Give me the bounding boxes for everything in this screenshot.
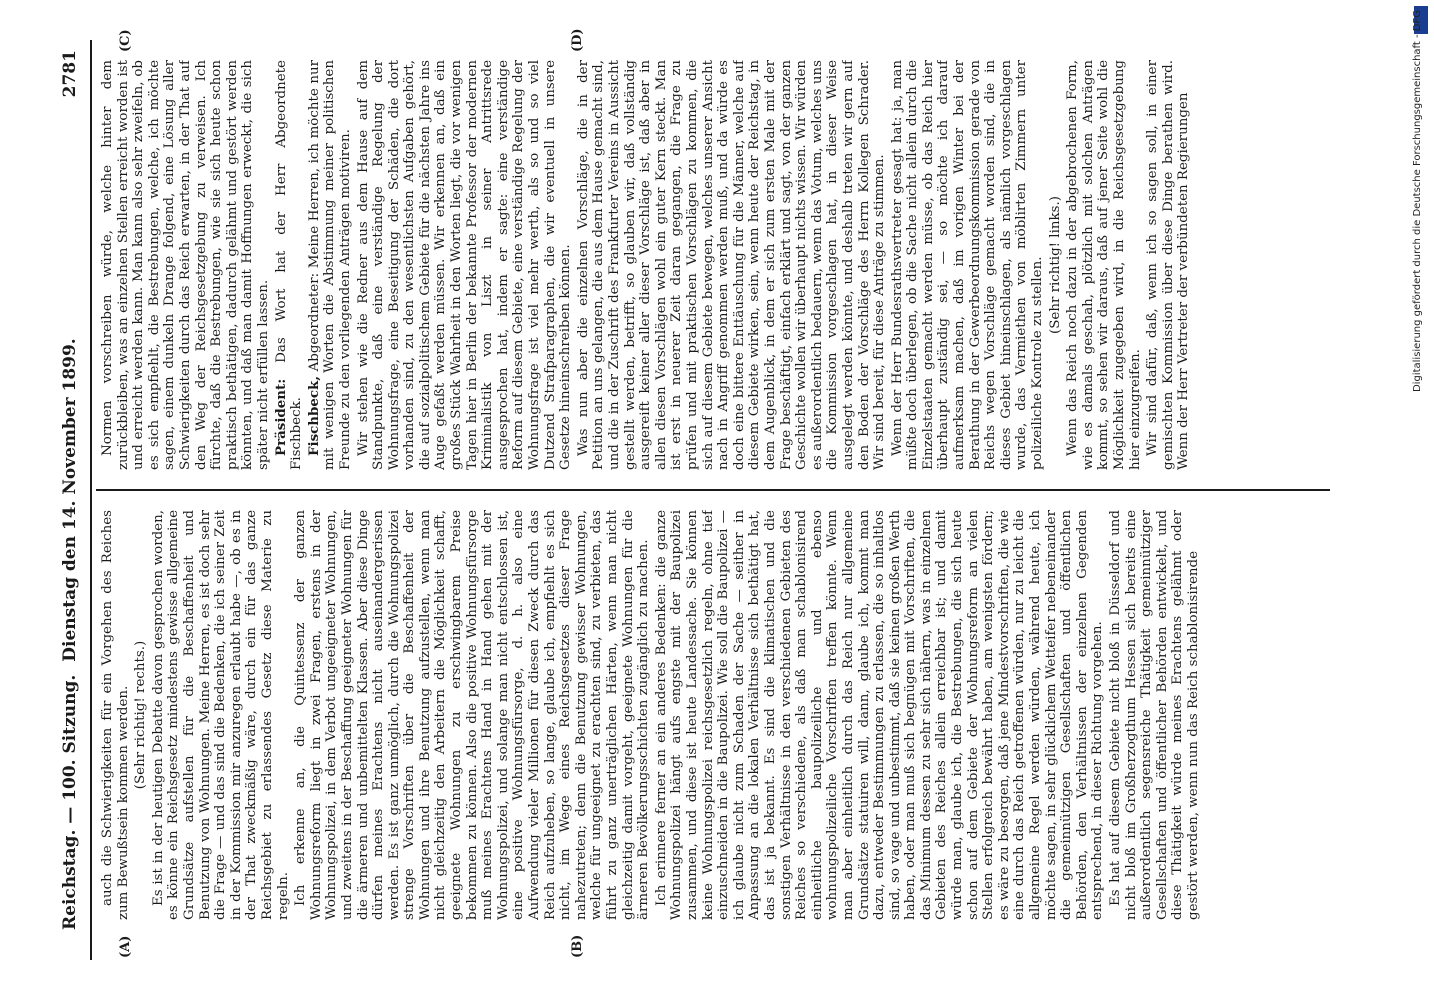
header-date: Dienstag den 14. November 1899.: [60, 338, 80, 662]
digitization-credit: [1412, 10, 1428, 990]
paragraph: Ich erinnere ferner an ein anderes Bedenken: die ganze Wohnungspolizei hängt aufs engste mit der Baupolizei zusammen, und diese ist heute Landessache. Sie können keine Wohnungspolizei reichsgesetzlich regeln, ohne tief einzuschneiden in die Baupolizei. Wie soll die Baupolizei — ich glaube nicht zum Schaden der Sache — seither in Anpassung an die lokalen Verhältnisse sich bethätigt hat, das ist ja bekannt. Es sind die klimatischen und die sonstigen Verhältnisse in den verschiedenen Gebieten des Reiches so verschiedene, als daß man schablonisirend einheitliche baupolizeiliche und ebenso wohnungspolizeiliche Vorschriften treffen könnte. Wenn man aber einheitlich durch das Reich nur allgemeine Grundsätze statuiren will, dann, glaube ich, kommt man dazu, entweder Bestimmungen zu erlassen, die so inhaltlos sind, so vage und unbestimmt, daß sie keinen großen Werth haben, oder man muß sich begnügen mit Vorschriften, die das Minimum dessen zu sehr sich nähern, was in einzelnen Gebieten des Reiches allein erreichbar ist; und damit würde man, glaube ich, die Bestrebungen, die sich heute schon auf dem Gebiete der Wohnungsreform an vielen Stellen erfolgreich bewährt haben, am wenigsten fördern; es wäre zu besorgen, daß jene Mindestvorschriften, die wie eine durch das Reich getroffenen würden, nur zu leicht die allgemeine Regel werden würden, während heute, ich möchte sagen, in sehr glücklichem Wetteifer nebeneinander die gemeinnützigen Gesellschaften und öffentlichen Behörden, den Verhältnissen der einzelnen Gegenden entsprechend, in dieser Richtung vorgehen.: [653, 510, 1106, 920]
paragraph: Wenn das Reich noch dazu in der abgebrochenen Form, wie es damals geschah, plötzlich mit solchen Anträgen kommt, so sehen wir daraus, daß auf jener Seite wohl die Möglichkeit zugegeben wird, in die Reichsgesetzgebung hier einzugreifen.: [1065, 60, 1143, 470]
margin-mark-a: (A): [118, 935, 133, 958]
paragraph: Es hat auf diesem Gebiete nicht bloß in Düsseldorf und nicht bloß im Großherzogthum Hessen sich bereits eine außerordentlich segensreiche Thätigkeit gemeinnütziger Gesellschaften und öffentlicher Behörden entwickelt, und diese Thätigkeit würde meines Erachtens gelähmt oder gestört werden, wenn nun das Reich schablonisirende: [1108, 510, 1201, 920]
paragraph: [307, 60, 354, 470]
paragraph: (Sehr richtig! rechts.): [133, 640, 149, 790]
margin-mark-d: (D): [570, 28, 585, 52]
speaker-name: Fischbeck,: [305, 376, 322, 456]
page-number: 2781: [60, 50, 80, 98]
page-header: [50, 40, 92, 960]
speaker-name: Präsident:: [272, 378, 289, 456]
paragraph-text: Abgeordneter: Meine Herren, ich möchte nur mit wenigen Worten die Abstimmung meiner politischen Freunde zu den vorliegenden Anträgen motiviren.: [306, 60, 353, 470]
column-divider: [96, 489, 1330, 491]
credit-text: Digitalisierung gefördert durch die Deutsche Forschungsgemeinschaft - DFG: [1412, 10, 1423, 393]
paragraph: Normen vorschreiben würde, welche hinter dem zurückbleiben, was an einzelnen Stellen erreicht worden ist und erreicht werden kann. Man kann also sehr zweifeln, ob es sich empfiehlt, die Bestrebungen, welche, ich möchte sagen, einem dunkeln Drange folgend, eine Lösung aller Schwierigkeiten durch das Reich erwarten, in der That auf den Weg der Reichsgesetzgebung zu verweisen. Ich fürchte, daß die Bestrebungen, wie sie sich heute schon praktisch bethätigen, dadurch gelähmt und gestört werden könnten, und daß man damit Hoffnungen erweckt, die sich später nicht erfüllen lassen.: [100, 60, 271, 470]
margin-mark-c: (C): [118, 29, 133, 52]
paragraph: Es ist in der heutigen Debatte davon gesprochen worden, es könne ein Reichsgesetz mindestens gewisse allgemeine Grundsätze aufstellen für die Beschaffenheit und Benutzung von Wohnungen. Meine Herren, es ist doch sehr die Frage — und das sind die Bedenken, die ich seiner Zeit in der Kommission mir anzuregen erlaubt habe —, ob es in der That zweckmäßig wäre, durch ein für das ganze Reichsgebiet zu erlassendes Gesetz diese Materie zu regeln.: [150, 510, 291, 920]
paragraph: Ich erkenne an, die Quintessenz der ganzen Wohnungsreform liegt in zwei Fragen, erstens in der Wohnungspolizei, in dem Verbot ungeeigneter Wohnungen, und zweitens in der Beschaffung geeigneter Wohnungen für die ärmeren und unbemittelten Klassen. Aber diese Dinge dürfen meines Erachtens nicht auseinandergerissen werden. Es ist ganz unmöglich, durch die Wohnungspolizei strenge Vorschriften über die Beschaffenheit der Wohnungen und ihre Benutzung aufzustellen, wenn man nicht gleichzeitig den Arbeitern die Möglichkeit schafft, geeignete Wohnungen zu erschwingbarem Preise bekommen zu können. Also die positive Wohnungsfürsorge muß meines Erachtens Hand in Hand gehen mit der Wohnungspolizei, und solange man nicht entschlossen ist, eine positive Wohnungsfürsorge, d. h. also eine Aufwendung vieler Millionen für diesen Zweck durch das Reich aufzuheben, so lange, glaube ich, empfiehlt es sich nicht, im Wege eines Reichsgesetzes dieser Frage nahezutreten; denn die Benutzung gewisser Wohnungen, welche für ungeeignet zu erachten sind, zu verbieten, das führt zu ganz unerträglichen Härten, wenn man nicht gleichzeitig damit vorgeht, geeignete Wohnungen für die ärmeren Bevölkerungsschichten zugänglich zu machen.: [293, 510, 652, 920]
paragraph-text: Das Wort hat der Herr Abgeordnete Fischbeck.: [273, 60, 305, 470]
paragraph: Wir stehen wie die Redner aus dem Hause auf dem Standpunkte, daß eine verständige Regelung der Wohnungsfrage, eine Beseitigung der Schäden, die dort vorhanden sind, zu den wesentlichsten Aufgaben gehört, die auf sozialpolitischem Gebiete für die nächsten Jahre ins Auge gefaßt werden müssen. Wir erkennen an, daß ein großes Stück Wahrheit in den Worten liegt, die vor wenigen Tagen hier in Berlin der bekannte Professor der modernen Kriminalistik von Liszt in seiner Antrittsrede ausgesprochen hat, indem er sagte: eine verständige Reform auf diesem Gebiete, eine verständige Regelung der Wohnungsfrage ist viel mehr werth, als so und so viel Dutzend Strafparagraphen, die wir eventuell in unsere Gesetze hineinschreiben können.: [355, 60, 574, 470]
paragraph: Wenn der Herr Bundesrathsvertreter gesagt hat: ja, man müßte doch überlegen, ob die Sache nicht allein durch die Einzelstaaten gemacht werden müsse, ob das Reich hier überhaupt zuständig sei, — so möchte ich darauf aufmerksam machen, daß im vorigen Winter bei der Berathung in der Gewerbeordnungskommission gerade von Reichs wegen Vorschläge gemacht worden sind, die in dieses Gebiet hineinschlagen, als nämlich vorgeschlagen wurde, das Vermiethen von möblirten Zimmern unter polizeiliche Kontrole zu stellen.: [889, 60, 1046, 470]
paragraph: auch die Schwierigkeiten für ein Vorgehen des Reiches zum Bewußtsein kommen werden.: [100, 510, 131, 920]
header-session: Reichstag. — 100. Sitzung.: [60, 674, 80, 930]
left-column: [100, 510, 1330, 920]
right-column: [100, 60, 1330, 470]
paragraph: [274, 60, 305, 470]
paragraph: (Sehr richtig! links.): [1047, 196, 1063, 334]
paragraph: Was nun aber die einzelnen Vorschläge, die in der Petition an uns gelangen, die aus dem Hause gemacht sind, und die in der Zuschrift des Frankfurter Vereins in Aussicht gestellt werden, betrifft, so glauben wir, daß vollständig ausgereift keiner aller dieser Vorschläge ist, daß aber in allen diesen Vorschlägen wohl ein guter Kern steckt. Man ist erst in neuerer Zeit daran gegangen, die Frage zu prüfen und mit praktischen Vorschlägen zu kommen, die sich auf diesem Gebiete bewegen, welches unserer Ansicht nach in Angriff genommen werden muß, und da würde es doch eine bittere Enttäuschung für die Männer, welche auf diesem Gebiete wirken, sein, wenn heute der Reichstag, in dem Augenblick, in dem er sich zum ersten Male mit der Frage beschäftigt, einfach erklärt und sagt, von der ganzen Geschichte wollen wir überhaupt nichts wissen. Wir würden es außerordentlich bedauern, wenn das Votum, welches uns die Kommission vorgeschlagen hat, in dieser Weise ausgelegt werden könnte, und deshalb treten wir gern auf den Boden der Vorschläge des Herrn Kollegen Schrader. Wir sind bereit, für diese Anträge zu stimmen.: [575, 60, 888, 470]
paragraph: Wir sind dafür, daß, wenn ich so sagen soll, in einer gemischten Kommission über diese Dinge berathen wird. Wenn der Herr Vertreter der verbündeten Regierungen: [1145, 60, 1192, 470]
margin-mark-b: (B): [570, 934, 585, 958]
